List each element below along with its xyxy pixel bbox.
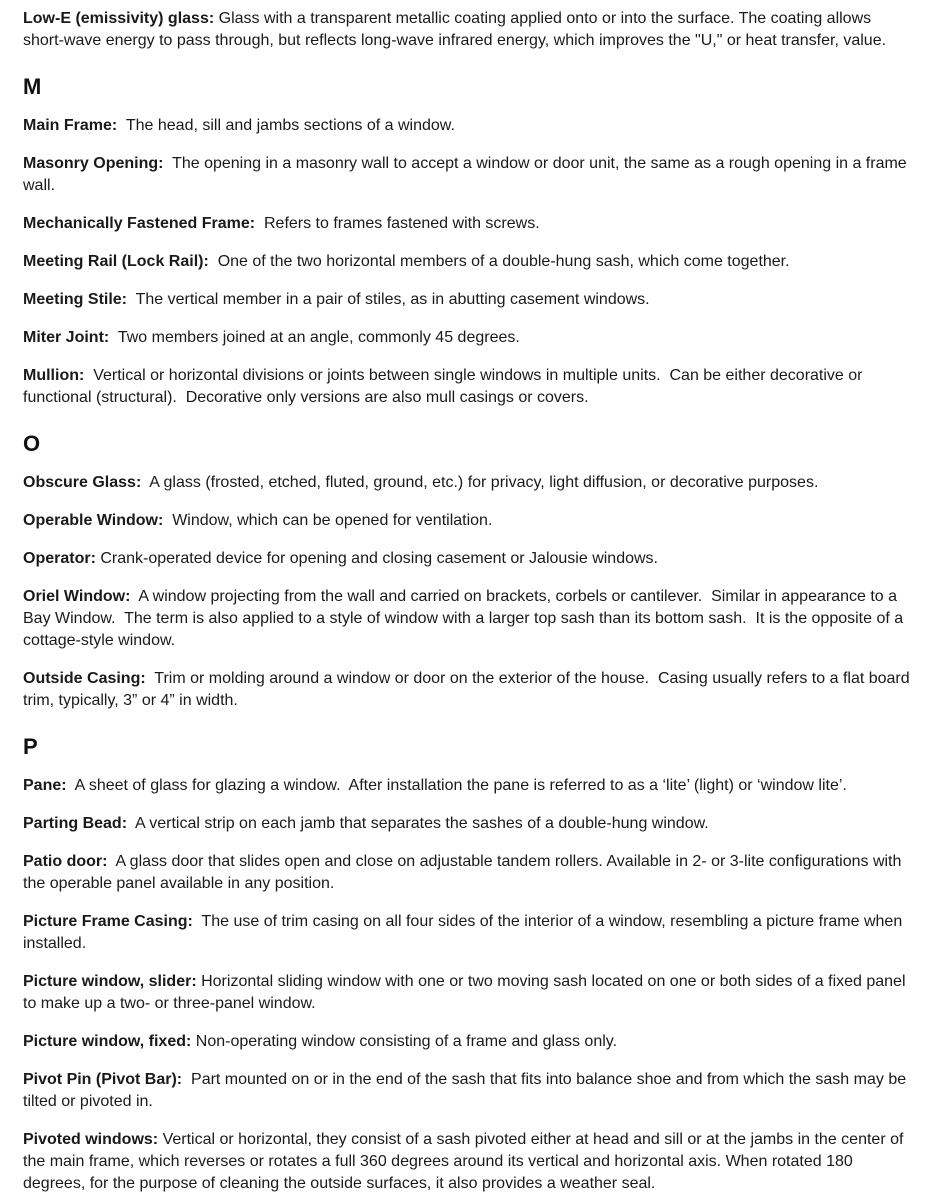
section-heading-o: O (23, 431, 41, 456)
entry-definition: Non-operating window consisting of a frame and glass only. (191, 1033, 618, 1050)
glossary-entry (23, 548, 916, 570)
entry-term: Obscure Glass: (23, 474, 142, 491)
entry-definition: Trim or molding around a window or door on the exterior of the house. Casing usually refers to a flat board trim, typically, 3” or 4” in width. (23, 670, 915, 709)
entry-definition: A window projecting from the wall and carried on brackets, corbels or cantilever. Similar in appearance to a Bay Window. The term is also applied to a style of window with a larger top sash than its bottom sash. It is the opposite of a cottage-style window. (23, 588, 908, 649)
entry-definition: Vertical or horizontal divisions or joints between single windows in multiple units. Can be either decorative or functional (structural). Decorative only versions are also mull casings or covers. (23, 367, 867, 406)
entry-term: Pivoted windows: (23, 1131, 159, 1148)
glossary-entry (23, 213, 916, 235)
entry-definition: The vertical member in a pair of stiles, as in abutting casement windows. (127, 291, 650, 308)
glossary-entry (23, 289, 916, 311)
entry-term: Oriel Window: (23, 588, 131, 605)
entry-term: Operable Window: (23, 512, 164, 529)
entry-term: Masonry Opening: (23, 155, 164, 172)
entry-term: Outside Casing: (23, 670, 146, 687)
entry-definition: Refers to frames fastened with screws. (255, 215, 540, 232)
entry-term: Meeting Stile: (23, 291, 128, 308)
entry-term: Pivot Pin (Pivot Bar): (23, 1071, 183, 1088)
glossary-entry (23, 813, 916, 835)
glossary-entry (23, 1069, 916, 1113)
entry-definition: A glass door that slides open and close on adjustable tandem rollers. Available in 2- or 3-lite configurations with the operable panel available in any position. (23, 853, 906, 892)
glossary-entry (23, 911, 916, 955)
entry-definition: Vertical or horizontal, they consist of a sash pivoted either at head and sill or at the jambs in the center of the main frame, which reverses or rotates a full 360 degrees around its vertical and horizontal axis. When rotated 180 degrees, for the purpose of cleaning the outside surfaces, it also provides a weather seal. (23, 1131, 908, 1192)
glossary-entry (23, 1129, 916, 1195)
glossary-entry (23, 365, 916, 409)
entry-definition: A sheet of glass for glazing a window. After installation the pane is referred to as a ‘lite’ (light) or ‘window lite’. (66, 777, 847, 794)
glossary-entry (23, 327, 916, 349)
entry-definition: A vertical strip on each jamb that separates the sashes of a double-hung window. (127, 815, 709, 832)
entry-term: Operator: (23, 550, 96, 567)
entry-term: Low-E (emissivity) glass: (23, 10, 215, 27)
entry-definition: One of the two horizontal members of a double-hung sash, which come together. (208, 253, 790, 270)
entry-definition: Two members joined at an angle, commonly 45 degrees. (109, 329, 520, 346)
entry-term: Main Frame: (23, 117, 118, 134)
glossary-entry (23, 668, 916, 712)
entry-term: Parting Bead: (23, 815, 128, 832)
section-heading-m: M (23, 74, 42, 99)
section-heading-p: P (23, 734, 38, 759)
entry-definition: Crank-operated device for opening and closing casement or Jalousie windows. (95, 550, 658, 567)
entry-definition: A glass (frosted, etched, fluted, ground, etc.) for privacy, light diffusion, or decorative purposes. (141, 474, 819, 491)
glossary-entry (23, 510, 916, 532)
entry-definition: Horizontal sliding window with one or two moving sash located on one or both sides of a fixed panel to make up a two- or three-panel window. (23, 973, 910, 1012)
glossary-entry (23, 153, 916, 197)
entry-term: Meeting Rail (Lock Rail): (23, 253, 209, 270)
entry-term: Picture Frame Casing: (23, 913, 193, 930)
glossary-entry (23, 851, 916, 895)
glossary-entry (23, 586, 916, 652)
entry-term: Picture window, fixed: (23, 1033, 192, 1050)
entry-definition: Glass with a transparent metallic coating applied onto or into the surface. The coating allows short-wave energy to pass through, but reflects long-wave infrared energy, which improves the "U," or heat transfer, value. (23, 10, 887, 49)
glossary-entry (23, 971, 916, 1015)
entry-term: Patio door: (23, 853, 108, 870)
glossary-entry (23, 472, 916, 494)
entry-term: Mullion: (23, 367, 85, 384)
glossary-entry (23, 251, 916, 273)
entry-definition: The head, sill and jambs sections of a window. (117, 117, 455, 134)
glossary-entry (23, 1031, 916, 1053)
glossary-entry (23, 8, 916, 52)
entry-term: Miter Joint: (23, 329, 110, 346)
entry-term: Mechanically Fastened Frame: (23, 215, 256, 232)
entry-term: Pane: (23, 777, 67, 794)
glossary-entry (23, 775, 916, 797)
glossary-entry (23, 115, 916, 137)
entry-definition: The use of trim casing on all four sides of the interior of a window, resembling a picture frame when installed. (23, 913, 907, 952)
entry-definition: Part mounted on or in the end of the sash that fits into balance shoe and from which the sash may be tilted or pivoted in. (23, 1071, 911, 1110)
entry-definition: Window, which can be opened for ventilation. (163, 512, 493, 529)
entry-term: Picture window, slider: (23, 973, 197, 990)
entry-definition: The opening in a masonry wall to accept a window or door unit, the same as a rough opening in a frame wall. (23, 155, 912, 194)
